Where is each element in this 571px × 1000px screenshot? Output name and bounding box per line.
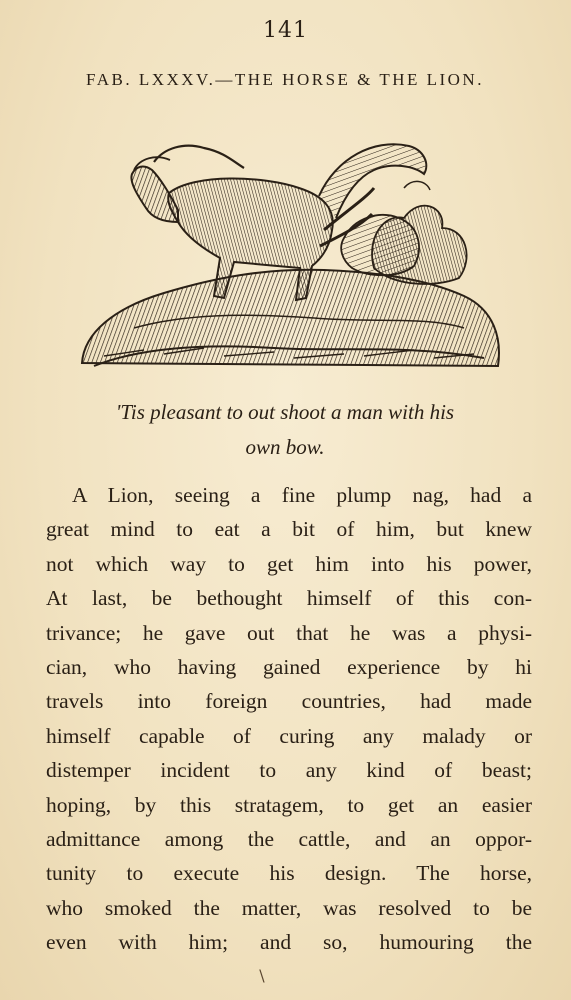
body-line: travels into foreign countries, had made <box>46 689 532 714</box>
fable-body <box>46 478 532 959</box>
body-line: cian, who having gained experience by hi <box>46 654 532 679</box>
body-line: great mind to eat a bit of him, but knew <box>46 517 532 542</box>
body-line: hoping, by this stratagem, to get an easier <box>46 792 532 817</box>
body-line: admittance among the cattle, and an oppor- <box>46 826 532 851</box>
body-line: A Lion, seeing a fine plump nag, had a <box>72 483 532 507</box>
body-line: At last, be bethought himself of this con- <box>46 586 532 611</box>
body-line: even with him; and so, humouring the <box>46 930 532 955</box>
body-line: who smoked the matter, was resolved to be <box>46 895 532 920</box>
moral-line: 'Tis pleasant to out shoot a man with his <box>115 400 455 424</box>
woodcut-horse-lion-icon <box>74 118 504 378</box>
moral-line: own bow. <box>245 435 325 459</box>
fable-title: FAB. LXXXV.—THE HORSE & THE LION. <box>86 70 484 89</box>
moral <box>40 395 530 465</box>
page-number: 141 <box>263 18 308 43</box>
footer-signature-mark: \ <box>259 966 265 985</box>
body-line: distemper incident to any kind of beast; <box>46 758 532 783</box>
body-line: himself capable of curing any malady or <box>46 723 532 748</box>
body-line: tunity to execute his design. The horse, <box>46 861 532 886</box>
body-line: not which way to get him into his power, <box>46 551 532 576</box>
body-line: trivance; he gave out that he was a physi- <box>46 620 532 645</box>
